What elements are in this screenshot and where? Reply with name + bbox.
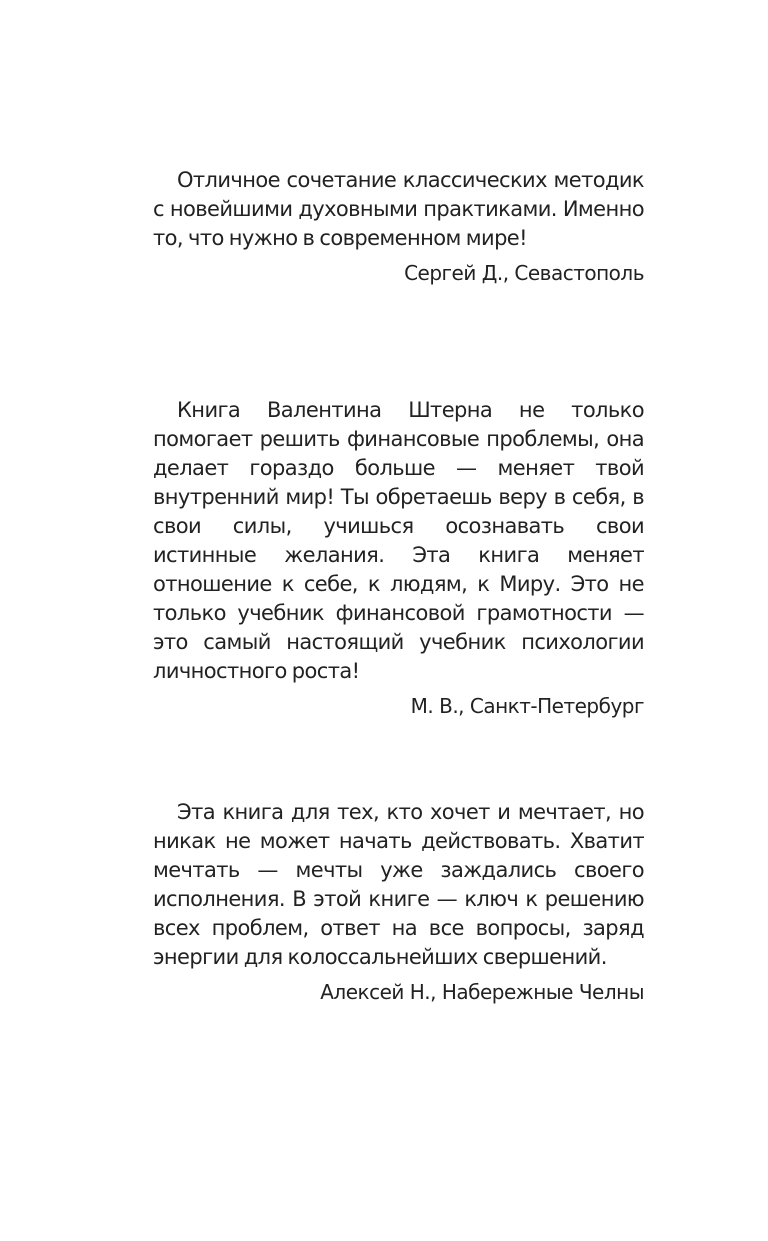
review-block bbox=[153, 798, 644, 1007]
review-author: Сергей Д., Севастополь bbox=[404, 261, 644, 285]
review-author: М. В., Санкт-Петербург bbox=[410, 694, 644, 718]
review-text: Отличное сочетание классических методик с новейшими духовными практиками. Именно то, что нужно в современном мире! bbox=[153, 168, 644, 250]
review-block bbox=[153, 396, 644, 721]
review-text: Эта книга для тех, кто хочет и мечтает, но никак не может начать действовать. Хватит мечтать — мечты уже заждались своего исполнения. В этой книге — ключ к решению всех проблем, ответ на все вопросы, заряд энергии для колоссальнейших свершений. bbox=[153, 800, 644, 969]
review-block bbox=[153, 166, 644, 288]
review-text: Книга Валентина Штерна не только помогает решить финансовые проблемы, она делает гораздо больше — меняет твой внутренний мир! Ты обретаешь веру в себя, в свои силы, учишься осознавать свои истинные желания. Эта книга меняет отношение к себе, к людям, к Миру. Это не только учебник финансовой грамотности — это самый настоящий учебник психологии личностного роста! bbox=[153, 398, 644, 683]
review-author: Алексей Н., Набережные Челны bbox=[320, 980, 644, 1004]
